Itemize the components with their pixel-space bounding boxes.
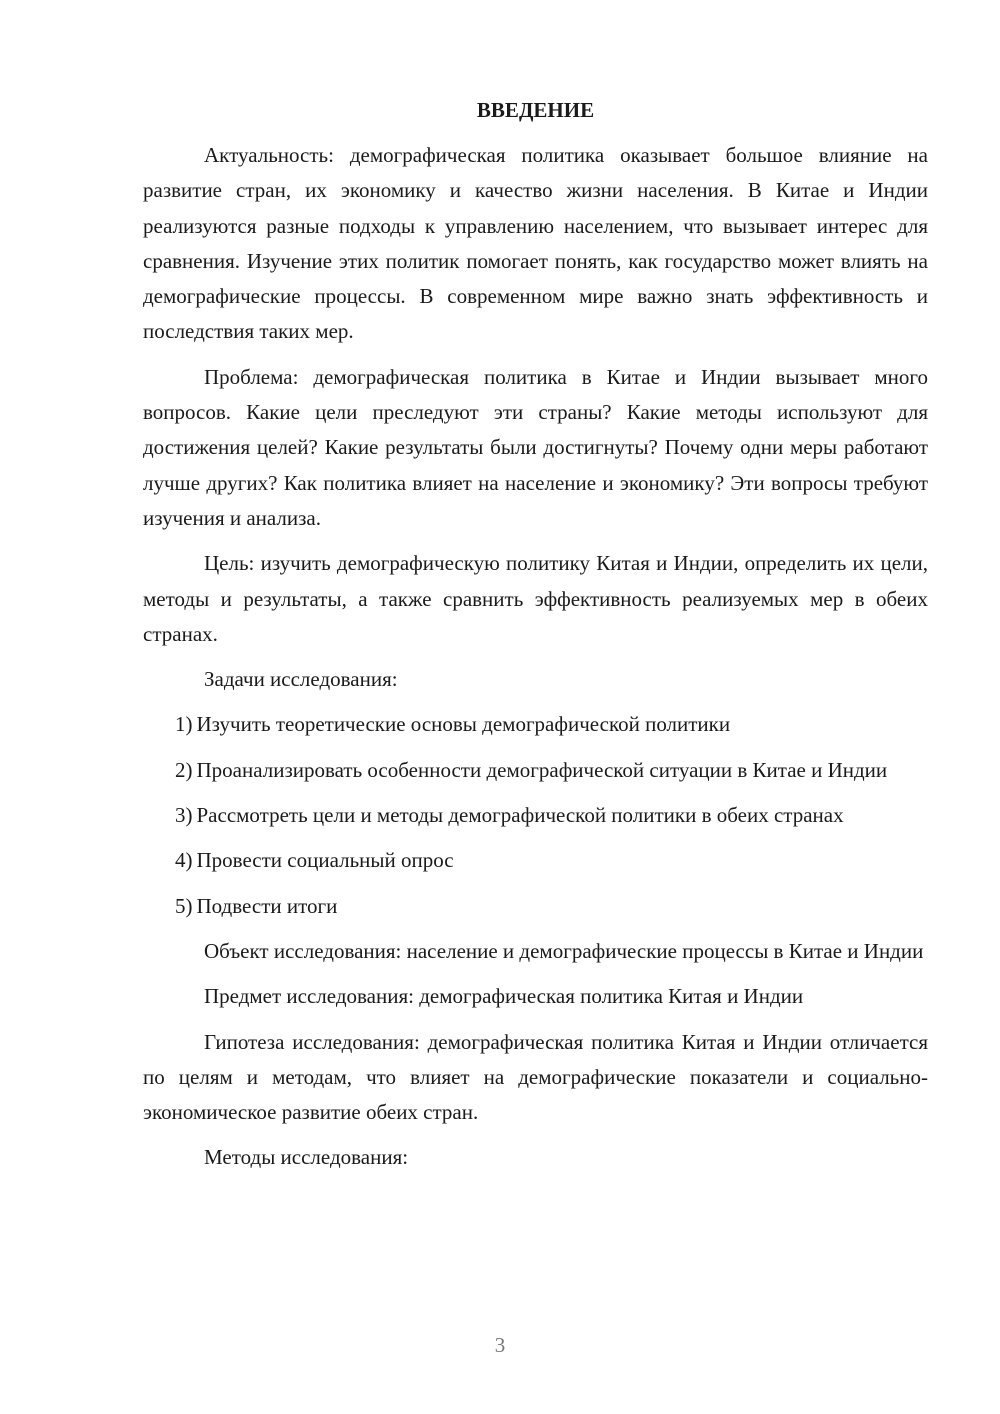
- task-text: Проанализировать особенности демографической ситуации в Китае и Индии: [196, 757, 888, 782]
- problem-paragraph: Проблема: демографическая политика в Китае и Индии вызывает много вопросов. Какие цели преследуют эти страны? Какие методы используют для достижения целей? Какие результаты были достигнуты? Почему одни меры работают лучше других? Как политика влияет на население и экономику? Эти вопросы требуют изучения и анализа.: [143, 364, 928, 530]
- task-number: 5): [175, 893, 193, 918]
- task-text: Изучить теоретические основы демографической политики: [196, 712, 731, 737]
- task-text: Подвести итоги: [196, 893, 338, 918]
- document-page: [143, 96, 928, 1186]
- goal-paragraph: Цель: изучить демографическую политику Китая и Индии, определить их цели, методы и результаты, а также сравнить эффективность реализуемых мер в обеих странах.: [143, 551, 928, 646]
- task-number: 1): [175, 712, 193, 737]
- task-item-4: [143, 843, 928, 878]
- subject-paragraph: Предмет исследования: демографическая политика Китая и Индии: [204, 984, 804, 1009]
- page-number: 3: [494, 1333, 506, 1357]
- tasks-intro: Задачи исследования:: [204, 667, 398, 692]
- section-heading: ВВЕДЕНИЕ: [476, 98, 595, 122]
- task-number: 3): [175, 803, 193, 828]
- object-paragraph: Объект исследования: население и демографические процессы в Китае и Индии: [204, 938, 924, 963]
- task-item-1: [143, 707, 928, 742]
- methods-intro: Методы исследования:: [204, 1145, 409, 1170]
- task-text: Провести социальный опрос: [196, 848, 454, 873]
- task-item-2: [143, 753, 928, 788]
- task-number: 2): [175, 757, 193, 782]
- task-number: 4): [175, 848, 193, 873]
- hypothesis-paragraph: Гипотеза исследования: демографическая политика Китая и Индии отличается по целям и методам, что влияет на демографические показатели и социально-экономическое развитие обеих стран.: [143, 1029, 928, 1125]
- task-item-3: [143, 798, 928, 833]
- relevance-paragraph: Актуальность: демографическая политика оказывает большое влияние на развитие стран, их экономику и качество жизни населения. В Китае и Индии реализуются разные подходы к управлению населением, что вызывает интерес для сравнения. Изучение этих политик помогает понять, как государство может влиять на демографические процессы. В современном мире важно знать эффективность и последствия таких мер.: [143, 143, 928, 344]
- task-item-5: [143, 889, 928, 924]
- task-text: Рассмотреть цели и методы демографической политики в обеих странах: [196, 803, 844, 828]
